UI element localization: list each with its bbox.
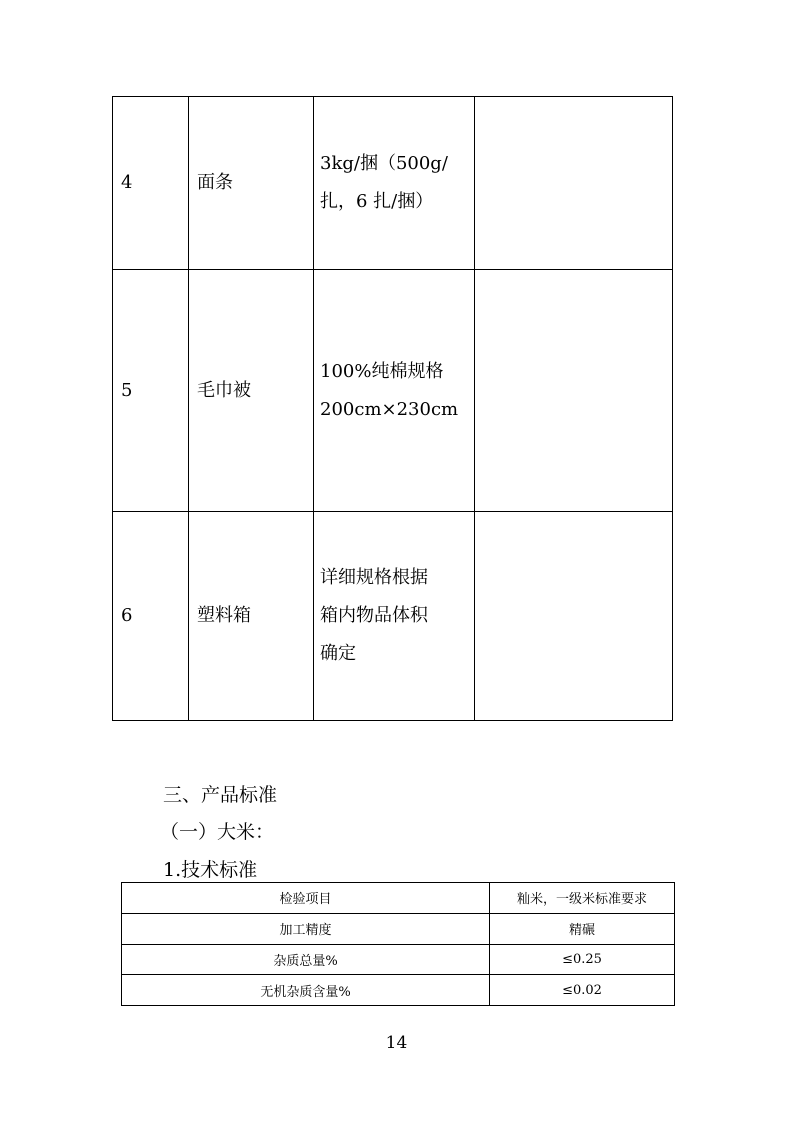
table-header-row: [122, 883, 675, 914]
rice-standard-table: [121, 882, 675, 1006]
item-name: 面条: [189, 97, 314, 270]
table-row: [122, 944, 675, 975]
item-title: 1.技术标准: [163, 859, 258, 881]
item-spec: [314, 270, 475, 512]
spec-line: 扎，6 扎/捆）: [320, 191, 434, 212]
test-item: 无机杂质含量%: [122, 975, 490, 1006]
table-row: [113, 512, 673, 721]
requirement: ≤0.25: [490, 944, 675, 975]
item-name: 塑料箱: [189, 512, 314, 721]
item-note: [475, 512, 673, 721]
row-number: 6: [113, 512, 189, 721]
test-item: 杂质总量%: [122, 944, 490, 975]
requirement: ≤0.02: [490, 975, 675, 1006]
section-title: 三、产品标准: [163, 784, 278, 806]
table-row: [122, 913, 675, 944]
item-spec: [314, 97, 475, 270]
table-row: [122, 975, 675, 1006]
test-item: 加工精度: [122, 913, 490, 944]
item-note: [475, 97, 673, 270]
spec-line: 200cm×230cm: [320, 398, 459, 420]
spec-line: 3kg/捆（500g/: [320, 153, 448, 174]
item-name: 毛巾被: [189, 270, 314, 512]
row-number: 5: [113, 270, 189, 512]
section-subtitle: （一）大米：: [160, 821, 275, 843]
spec-line: 100%纯棉规格: [320, 360, 444, 382]
table-row: [113, 97, 673, 270]
header-requirement: 籼米，一级米标准要求: [490, 883, 675, 914]
spec-line: 确定: [320, 643, 356, 664]
item-note: [475, 270, 673, 512]
page-number: 14: [385, 1033, 408, 1053]
spec-line: 箱内物品体积: [320, 605, 428, 626]
header-item: 检验项目: [122, 883, 490, 914]
row-number: 4: [113, 97, 189, 270]
item-spec: [314, 512, 475, 721]
requirement: 精碾: [490, 913, 675, 944]
spec-line: 详细规格根据: [320, 567, 428, 588]
table-row: [113, 270, 673, 512]
goods-table: [112, 96, 673, 721]
